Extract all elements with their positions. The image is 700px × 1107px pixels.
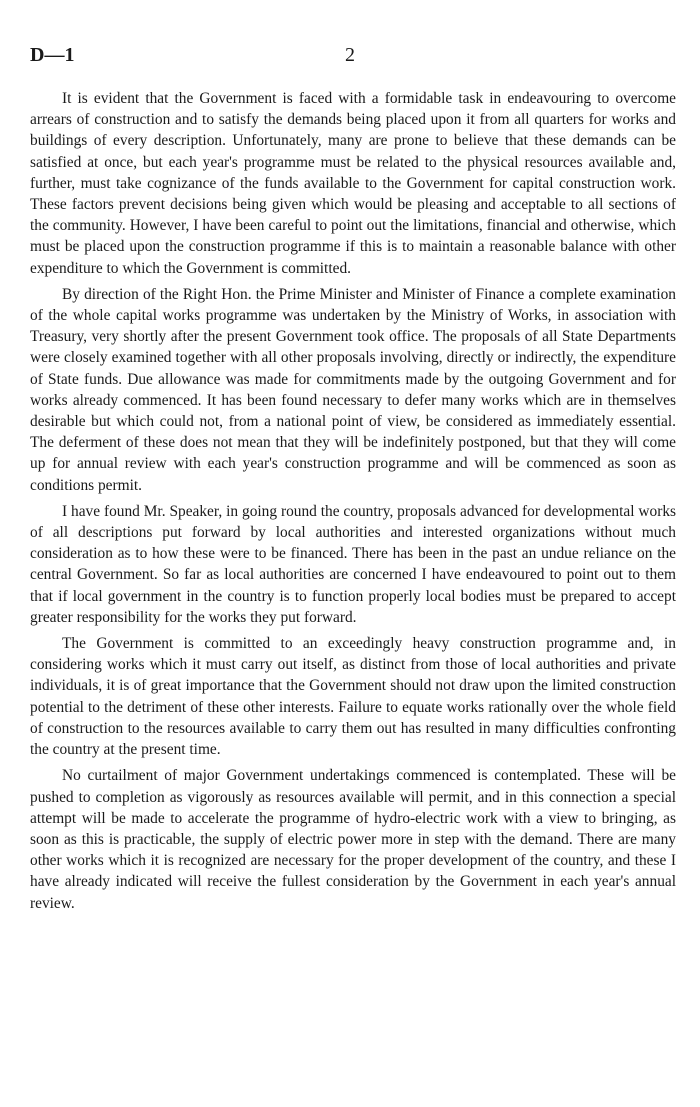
paragraph-5: No curtailment of major Government undertakings commenced is contemplated. These will be pushed to completion as vigorously as resources available will permit, and in this connection a special attempt will be made to accelerate the programme of hydro-electric work with a view to bringing, as soon as this is practicable, the supply of electric power more in step with the demand. There are many other works which it is recognized are necessary for the proper development of the country, and these I have already indicated will receive the fullest consideration by the Government in each year's annual review. xyxy=(30,767,676,912)
paragraph-1: It is evident that the Government is faced with a formidable task in endeavouring to overcome arrears of construction and to satisfy the demands being placed upon it from all quarters for works and buildings of every description. Unfortunately, many are prone to believe that these demands can be satisfied at once, but each year's programme must be related to the physical resources available and, further, must take cognizance of the funds available to the Government for capital construction work. These factors prevent decisions being given which would be pleasing and acceptable to all sections of the community. However, I have been careful to point out the limitations, financial and otherwise, which must be placed upon the construction programme if this is to maintain a reasonable balance with other expenditure to which the Government is committed. xyxy=(30,90,676,277)
page-header xyxy=(30,44,680,74)
page-number: 2 xyxy=(345,44,355,66)
paragraph-4: The Government is committed to an exceedingly heavy construction programme and, in considering works which it must carry out itself, as distinct from those of local authorities and private individuals, it is of great importance that the Government should not draw upon the limited construction potential to the detriment of these other interests. Failure to equate works rationally over the whole field of construction to the resources available to carry them out has resulted in many difficulties confronting the country at the present time. xyxy=(30,635,676,759)
document-reference: D—1 xyxy=(30,44,75,66)
body-text xyxy=(30,88,676,919)
paragraph-2: By direction of the Right Hon. the Prime Minister and Minister of Finance a complete examination of the whole capital works programme was undertaken by the Ministry of Works, in association with Treasury, very shortly after the present Government took office. The proposals of all State Departments were closely examined together with all other proposals involving, directly or indirectly, the expenditure of State funds. Due allowance was made for commitments made by the outgoing Government and for works already commenced. It has been found necessary to defer many works which are in themselves desirable but which could not, from a national point of view, be considered as immediately essential. The deferment of these does not mean that they will be indefinitely postponed, but that they will come up for annual review with each year's construction programme and will be commenced as soon as conditions permit. xyxy=(30,285,676,494)
paragraph-3: I have found Mr. Speaker, in going round the country, proposals advanced for developmental works of all descriptions put forward by local authorities and interested organizations without much consideration as to how these were to be financed. There has been in the past an undue reliance on the central Government. So far as local authorities are concerned I have endeavoured to point out to them that if local government in the country is to function properly local bodies must be prepared to accept greater responsibility for the works they put forward. xyxy=(30,502,676,626)
